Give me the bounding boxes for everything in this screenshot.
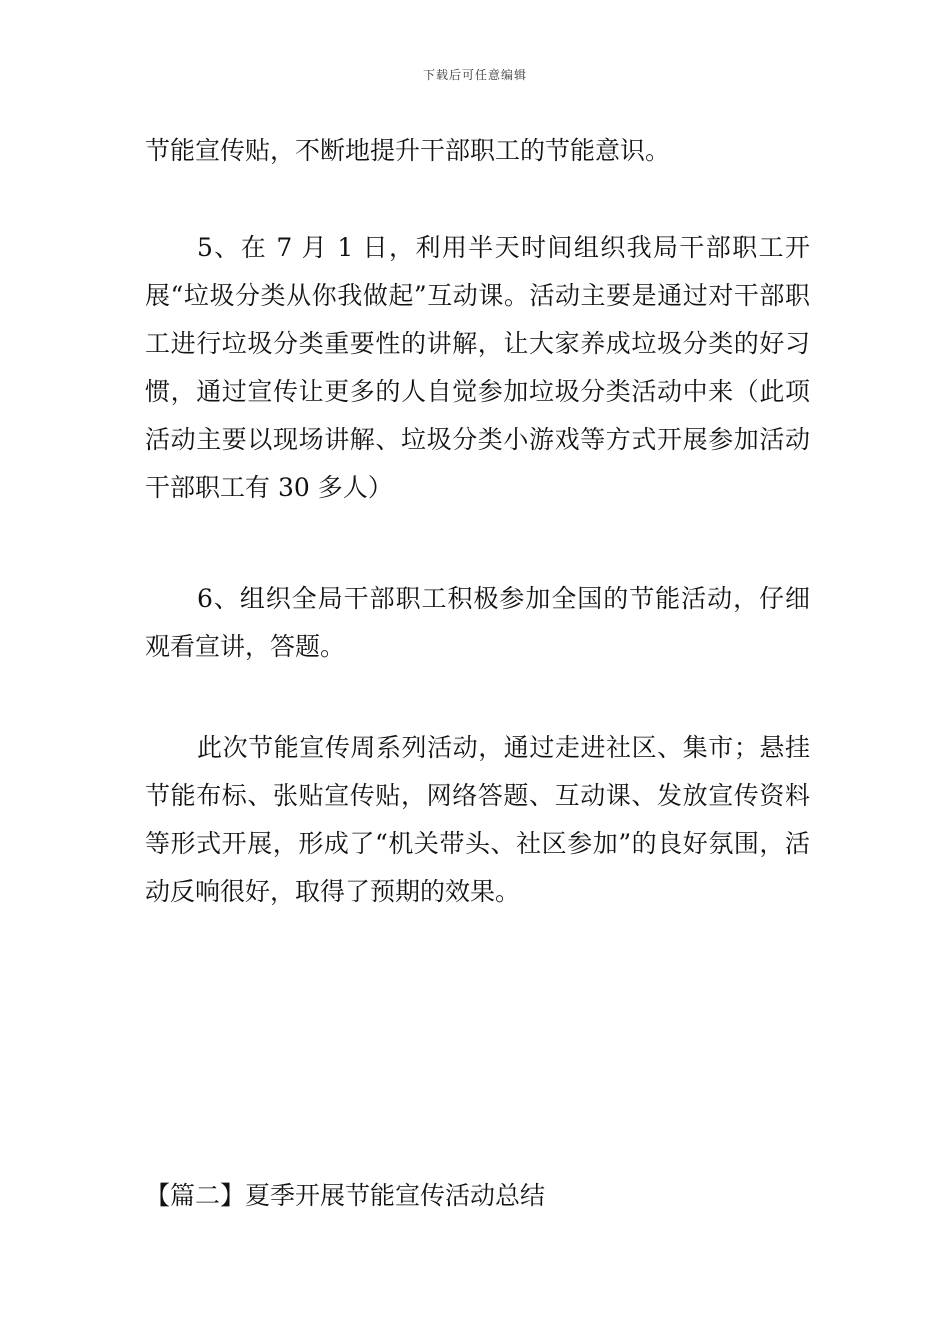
page-header-note: 下载后可任意编辑 — [422, 68, 527, 82]
paragraph-item-5: 5、在 7 月 1 日，利用半天时间组织我局干部职工开展“垃圾分类从你我做起”互动课。活动主要是通过对干部职工进行垃圾分类重要性的讲解，让大家养成垃圾分类的好习惯，通过宣传让更多的人自觉参加垃圾分类活动中来（此项活动主要以现场讲解、垃圾分类小游戏等方式开展参加活动干部职工有 30 多人） — [145, 233, 810, 502]
paragraph-item-6: 6、组织全局干部职工积极参加全国的节能活动，仔细观看宣讲，答题。 — [145, 584, 810, 661]
section-title: 【篇二】夏季开展节能宣传活动总结 — [145, 1181, 546, 1210]
paragraph-continuation: 节能宣传贴，不断地提升干部职工的节能意识。 — [145, 136, 671, 165]
paragraph-summary: 此次节能宣传周系列活动，通过走进社区、集市；悬挂节能布标、张贴宣传贴，网络答题、互动课、发放宣传资料等形式开展，形成了“机关带头、社区参加”的良好氛围，活动反响很好，取得了预期的效果。 — [145, 733, 810, 906]
